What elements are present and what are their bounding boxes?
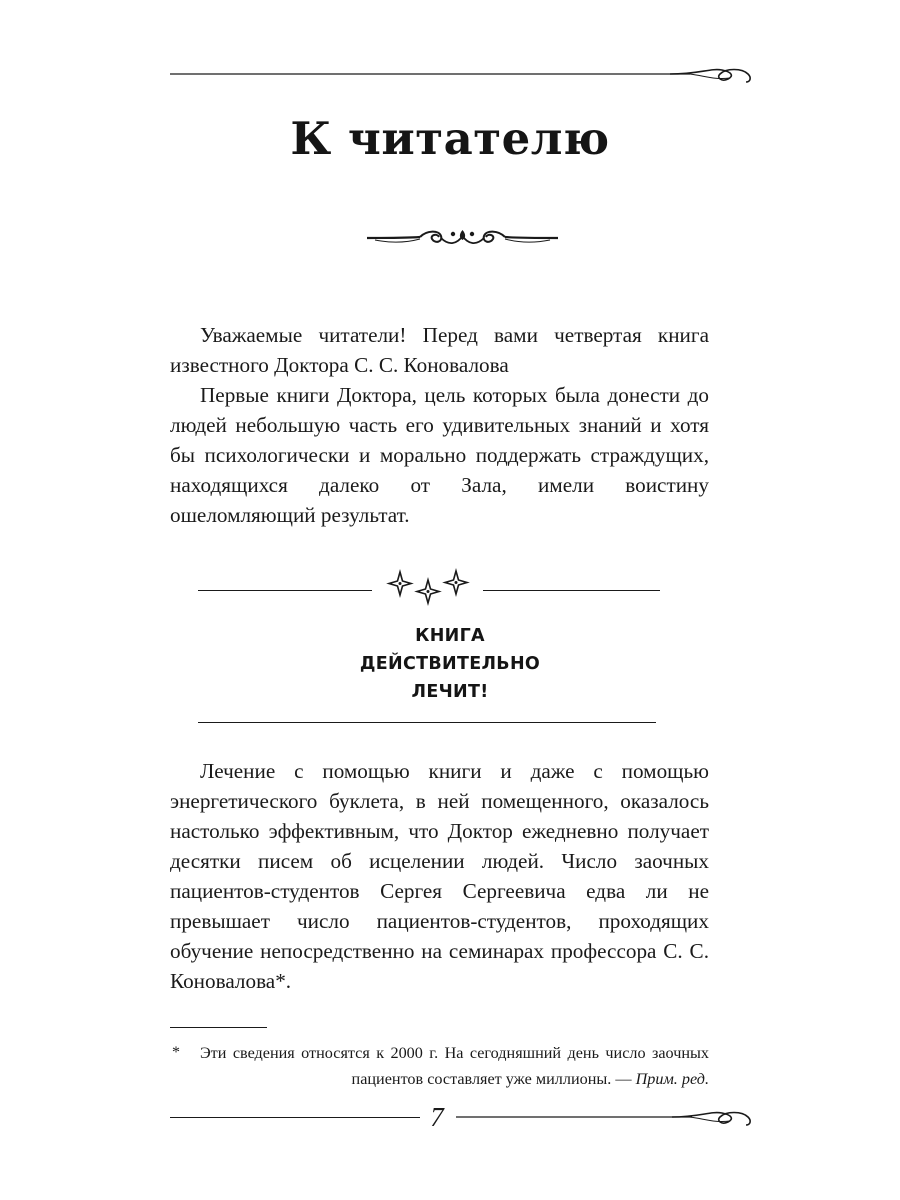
callout-line-2: ДЕЙСТВИТЕЛЬНО — [359, 654, 541, 674]
footer-flourish-rule-icon — [452, 1106, 755, 1130]
page-number: 7 — [430, 1102, 444, 1132]
callout-heading — [0, 622, 900, 706]
sparkle-stars-icon — [384, 566, 472, 608]
intro-paragraph-2: Первые книги Доктора, цель которых была донести до людей небольшую часть его удивительных знаний и хотя бы психологически и морально поддержать страждущих, находящихся далеко от Зала, имели воистину ошеломляющий результат. — [170, 383, 709, 527]
footnote-text — [200, 1040, 709, 1092]
footnote-mark: * — [172, 1044, 180, 1061]
top-flourish-rule-icon — [170, 62, 755, 86]
footnote-rule — [170, 1027, 267, 1028]
callout-line-1: КНИГА — [415, 626, 485, 646]
callout-line-3: ЛЕЧИТ! — [411, 682, 489, 702]
page-title: К читателю — [290, 112, 610, 165]
editor-note: Прим. ред. — [635, 1070, 709, 1088]
title-scroll-ornament-icon — [365, 226, 560, 250]
callout-bottom-rule — [198, 722, 656, 723]
body-paragraph: Лечение с помощью книги и даже с помощью энергетического буклета, в ней помещенного, оказалось настолько эффективным, что Доктор ежедневно получает десятки писем об исцелении людей. Число заочных пациентов-студентов Сергея Сергеевича едва ли не превышает число пациентов-студентов, проходящих обучение непосредственно на семинарах профессора С. С. Коновалова*. — [170, 759, 709, 993]
intro-paragraph-1: Уважаемые читатели! Перед вами четвертая книга известного Доктора С. С. Коновалова — [170, 323, 709, 377]
footnote-body: Эти сведения относятся к 2000 г. На сегодняшний день число заочных пациентов составляет уже миллионы. — — [200, 1044, 709, 1088]
separator-line-left — [198, 590, 372, 591]
footer-rule-left — [170, 1117, 420, 1118]
separator-line-right — [483, 590, 660, 591]
